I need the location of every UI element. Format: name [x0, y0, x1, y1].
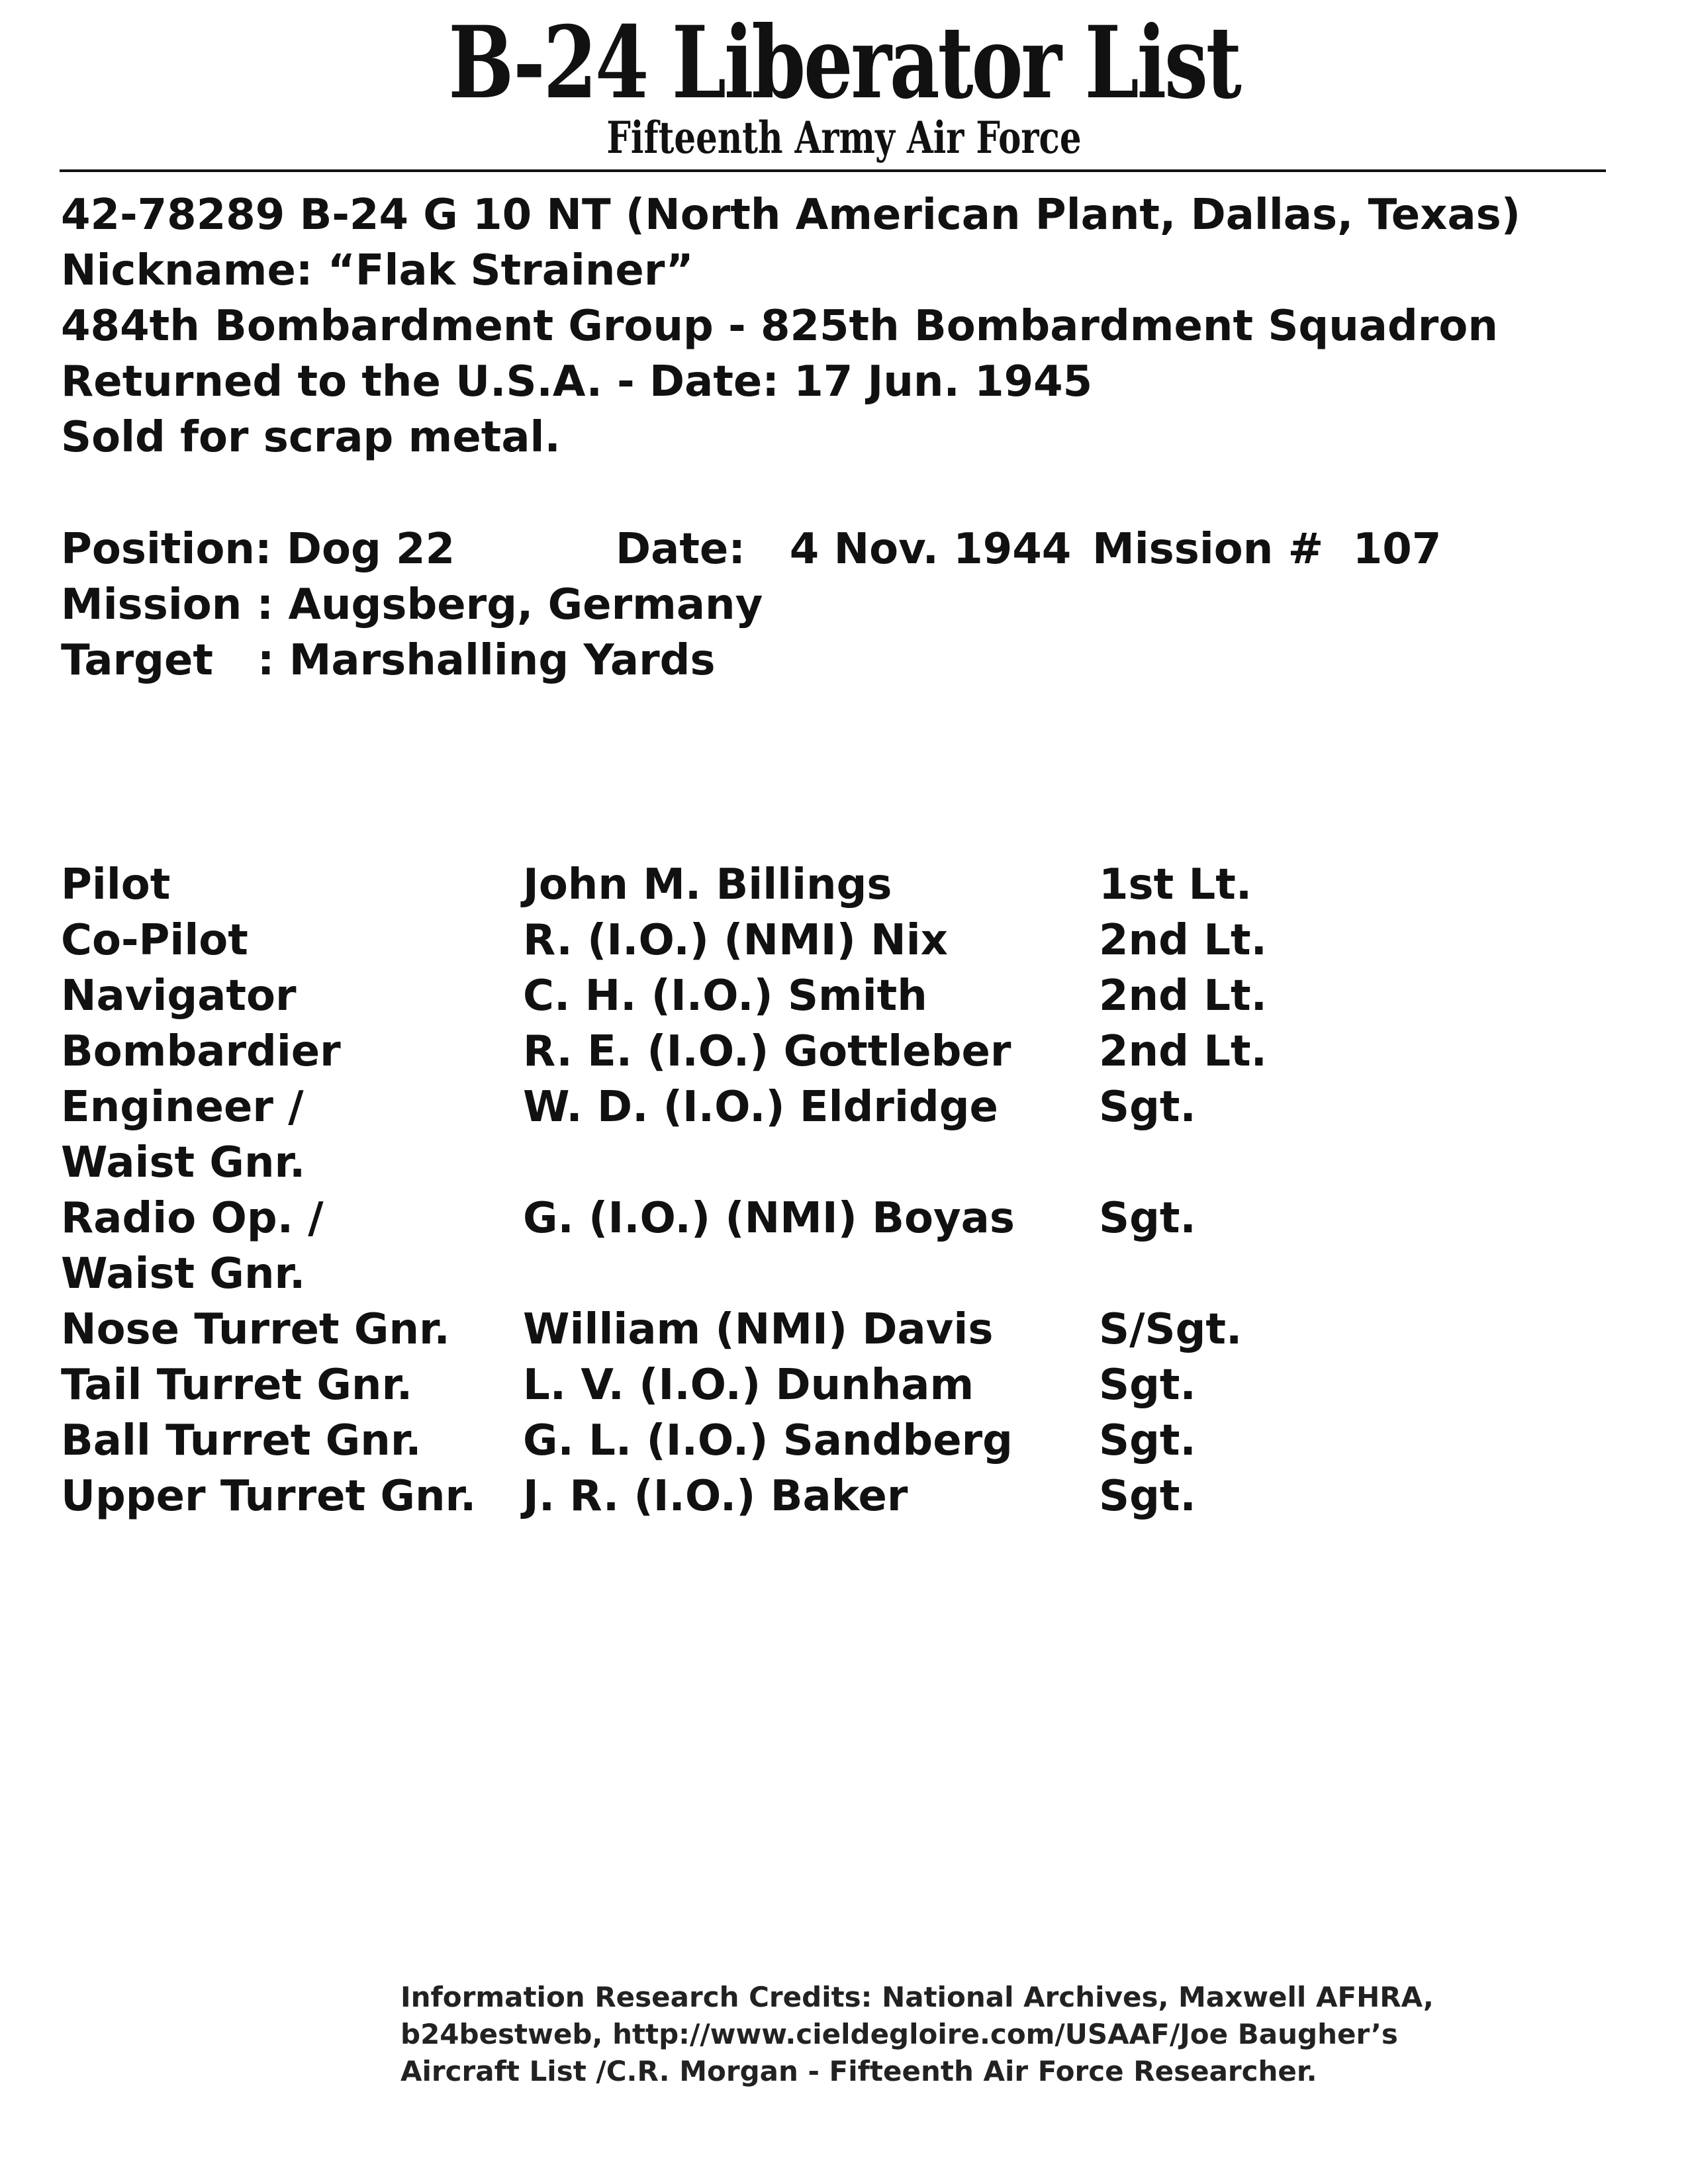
crew-rank: Sgt. — [1099, 1472, 1196, 1521]
crew-rank: Sgt. — [1099, 1194, 1196, 1243]
crew-row — [0, 1079, 1688, 1191]
title-divider — [60, 169, 1606, 172]
crew-role: Co-Pilot — [61, 916, 248, 965]
crew-rank: 2nd Lt. — [1099, 972, 1267, 1021]
crew-rank: Sgt. — [1099, 1416, 1196, 1465]
crew-row — [0, 1469, 1688, 1524]
crew-list — [0, 857, 1688, 1524]
crew-rank: Sgt. — [1099, 1361, 1196, 1410]
crew-role: Ball Turret Gnr. — [61, 1416, 422, 1465]
crew-name: R. (I.O.) (NMI) Nix — [523, 916, 948, 965]
returned-line: Returned to the U.S.A. - Date: 17 Jun. 1945 — [61, 357, 1093, 406]
crew-name: R. E. (I.O.) Gottleber — [523, 1027, 1011, 1076]
crew-row — [0, 1357, 1688, 1413]
crew-role: Engineer / Waist Gnr. — [61, 1083, 306, 1187]
mission-date: Date: 4 Nov. 1944 — [616, 525, 1072, 574]
crew-role: Pilot — [61, 860, 171, 909]
crew-row — [0, 968, 1688, 1024]
mission-position: Position: Dog 22 — [61, 525, 455, 574]
crew-role: Nose Turret Gnr. — [61, 1305, 450, 1354]
crew-name: L. V. (I.O.) Dunham — [523, 1361, 974, 1410]
crew-role: Tail Turret Gnr. — [61, 1361, 413, 1410]
crew-row — [0, 1302, 1688, 1357]
crew-name: W. D. (I.O.) Eldridge — [523, 1083, 998, 1132]
crew-row — [0, 1024, 1688, 1079]
crew-name: G. L. (I.O.) Sandberg — [523, 1416, 1013, 1465]
crew-role: Upper Turret Gnr. — [61, 1472, 477, 1521]
crew-row — [0, 913, 1688, 968]
serial-line: 42-78289 B-24 G 10 NT (North American Plant, Dallas, Texas) — [61, 191, 1521, 240]
crew-role: Bombardier — [61, 1027, 341, 1076]
crew-name: John M. Billings — [523, 860, 892, 909]
crew-rank: 1st Lt. — [1099, 860, 1252, 909]
page-title: B-24 Liberator List — [448, 5, 1240, 121]
crew-row — [0, 857, 1688, 913]
fate-line: Sold for scrap metal. — [61, 413, 561, 462]
crew-name: William (NMI) Davis — [523, 1305, 994, 1354]
crew-role: Navigator — [61, 972, 297, 1021]
mission-target-line: Target : Marshalling Yards — [61, 636, 716, 685]
crew-name: C. H. (I.O.) Smith — [523, 972, 927, 1021]
crew-rank: S/Sgt. — [1099, 1305, 1243, 1354]
crew-role: Radio Op. / Waist Gnr. — [61, 1194, 324, 1298]
crew-row — [0, 1191, 1688, 1302]
nickname-line: Nickname: “Flak Strainer” — [61, 246, 694, 295]
crew-name: J. R. (I.O.) Baker — [523, 1472, 908, 1521]
research-credits: Information Research Credits: National Archives, Maxwell AFHRA, b24bestweb, http://www.cieldegloire.com/USAAF/Joe Baugher’s Aircraft List /C.R. Morgan - Fifteenth Air Force Researcher. — [400, 1981, 1434, 2087]
crew-rank: Sgt. — [1099, 1083, 1196, 1132]
crew-rank: 2nd Lt. — [1099, 1027, 1267, 1076]
unit-line: 484th Bombardment Group - 825th Bombardment Squadron — [61, 302, 1498, 351]
crew-row — [0, 1413, 1688, 1469]
crew-rank: 2nd Lt. — [1099, 916, 1267, 965]
crew-name: G. (I.O.) (NMI) Boyas — [523, 1194, 1015, 1243]
mission-location-line: Mission : Augsberg, Germany — [61, 580, 763, 629]
page-subtitle: Fifteenth Army Air Force — [606, 112, 1082, 163]
mission-number: Mission # 107 — [1092, 525, 1442, 574]
